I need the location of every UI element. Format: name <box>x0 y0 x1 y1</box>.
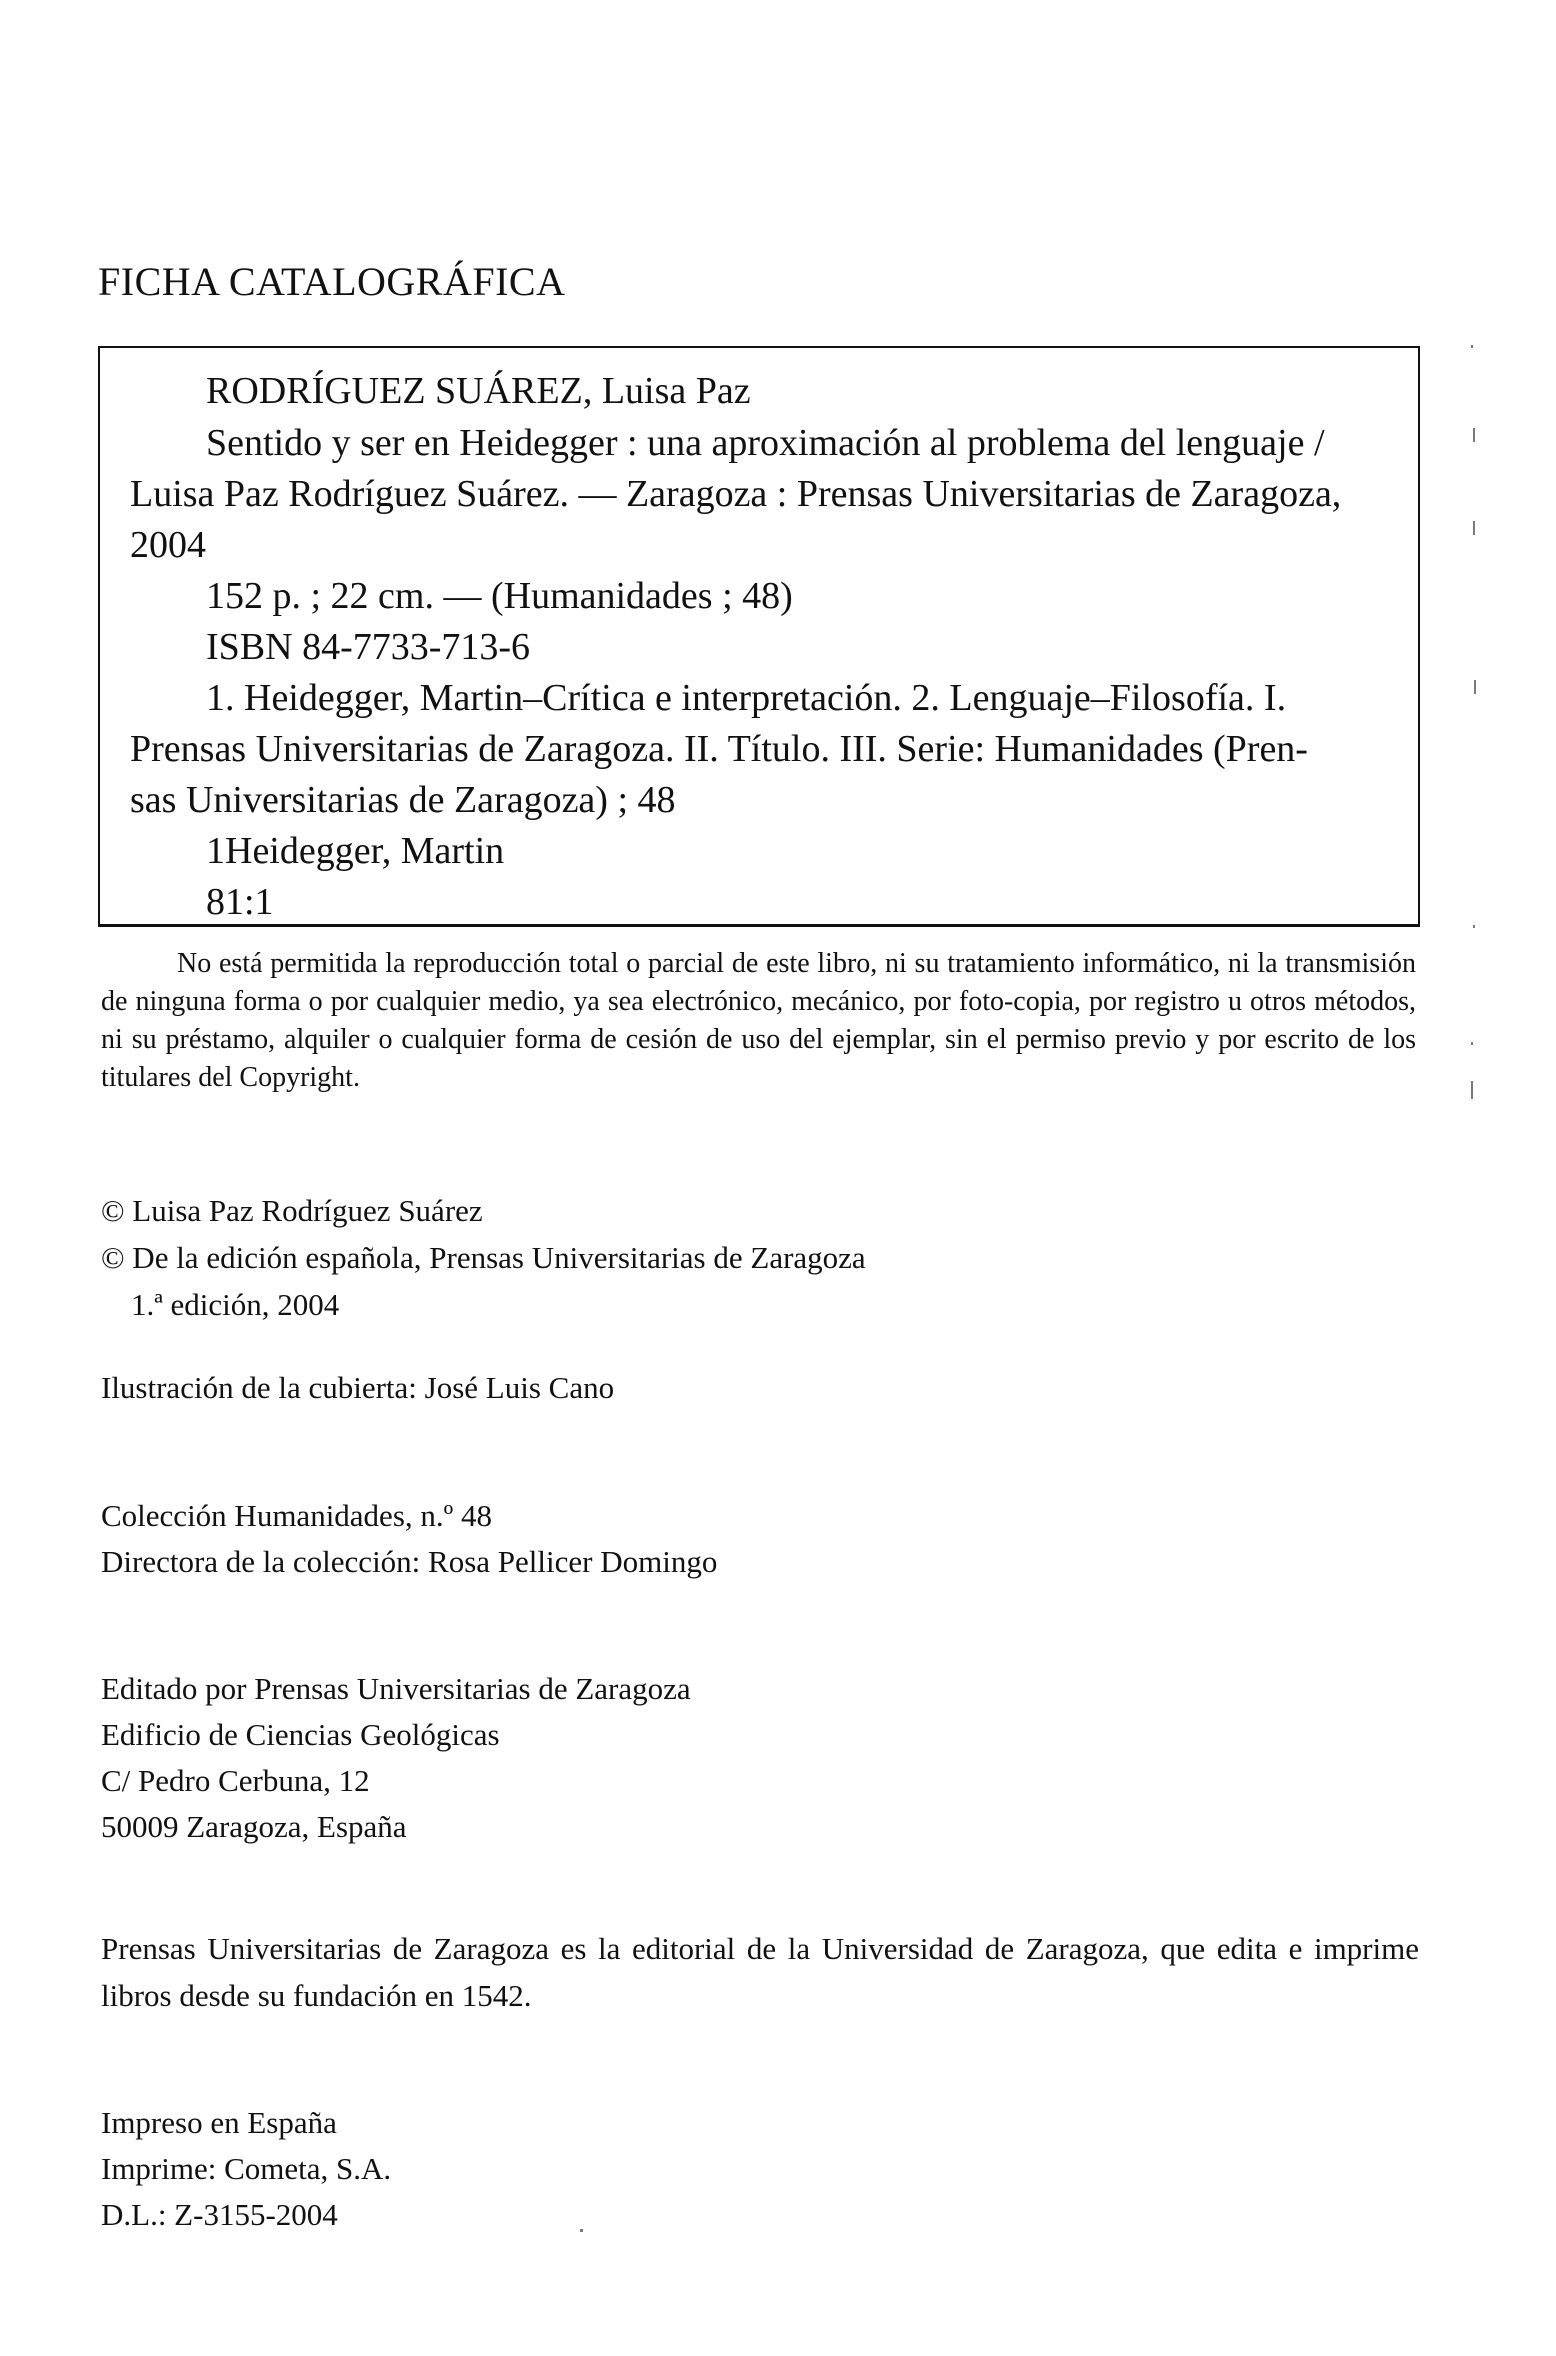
collection-name: Colección Humanidades, n.º 48 <box>101 1498 492 1533</box>
printer: Imprime: Cometa, S.A. <box>101 2151 392 2186</box>
catalog-subjects-line-3: sas Universitarias de Zaragoza) ; 48 <box>130 779 676 821</box>
catalog-card-heading: FICHA CATALOGRÁFICA <box>98 259 566 304</box>
publisher-line-1: Editado por Prensas Universitarias de Zaragoza <box>101 1671 691 1706</box>
printed-in: Impreso en España <box>101 2105 337 2140</box>
scan-speck <box>1473 521 1475 535</box>
legal-deposit: D.L.: Z-3155-2004 <box>101 2197 338 2232</box>
scan-speck <box>1473 428 1475 442</box>
catalog-physical-description: 152 p. ; 22 cm. — (Humanidades ; 48) <box>206 575 793 617</box>
copyright-notice: No está permitida la reproducción total o parcial de este libro, ni su tratamiento informático, ni la transmisión de ninguna forma o por cualquier medio, ya sea electrónico, mecánico, por foto-copia, por registro u otros métodos, ni su préstamo, alquiler o cualquier forma de cesión de uso del ejemplar, sin el permiso previo y por escrito de los titulares del Copyright. <box>101 948 1416 1093</box>
catalog-classification-2: 81:1 <box>206 881 274 923</box>
scan-speck <box>1471 1081 1473 1099</box>
catalog-subjects-line-1: 1. Heidegger, Martin–Crítica e interpretación. 2. Lenguaje–Filosofía. I. <box>206 677 1287 719</box>
catalog-title-line-3: 2004 <box>130 524 206 566</box>
scan-speck <box>1471 1042 1473 1045</box>
scan-speck <box>1474 680 1476 694</box>
scan-speck <box>1471 345 1473 348</box>
publisher-line-4: 50009 Zaragoza, España <box>101 1809 407 1844</box>
catalog-isbn: ISBN 84-7733-713-6 <box>206 626 531 668</box>
catalog-subjects-line-2: Prensas Universitarias de Zaragoza. II. Título. III. Serie: Humanidades (Pren- <box>130 728 1308 770</box>
cover-illustration-credit: Ilustración de la cubierta: José Luis Cano <box>101 1370 615 1405</box>
copyright-author: © Luisa Paz Rodríguez Suárez <box>101 1193 483 1228</box>
first-edition: 1.ª edición, 2004 <box>131 1287 340 1322</box>
catalog-title-line-1: Sentido y ser en Heidegger : una aproximación al problema del lenguaje / <box>206 422 1325 464</box>
catalog-card <box>98 346 1420 927</box>
collection-director: Directora de la colección: Rosa Pellicer Domingo <box>101 1544 718 1579</box>
scan-speck <box>1473 925 1475 928</box>
copyright-edition: © De la edición española, Prensas Universitarias de Zaragoza <box>101 1240 866 1275</box>
catalog-author: RODRÍGUEZ SUÁREZ, Luisa Paz <box>206 370 751 412</box>
publisher-description: Prensas Universitarias de Zaragoza es la editorial de la Universidad de Zaragoza, que edita e imprime libros desde su fundación en 1542. <box>101 1931 1419 2013</box>
catalog-classification-1: 1Heidegger, Martin <box>206 830 505 872</box>
catalog-title-line-2: Luisa Paz Rodríguez Suárez. — Zaragoza : Prensas Universitarias de Zaragoza, <box>130 473 1342 515</box>
scan-speck <box>580 2229 583 2232</box>
publisher-line-3: C/ Pedro Cerbuna, 12 <box>101 1763 370 1798</box>
publisher-line-2: Edificio de Ciencias Geológicas <box>101 1717 500 1752</box>
